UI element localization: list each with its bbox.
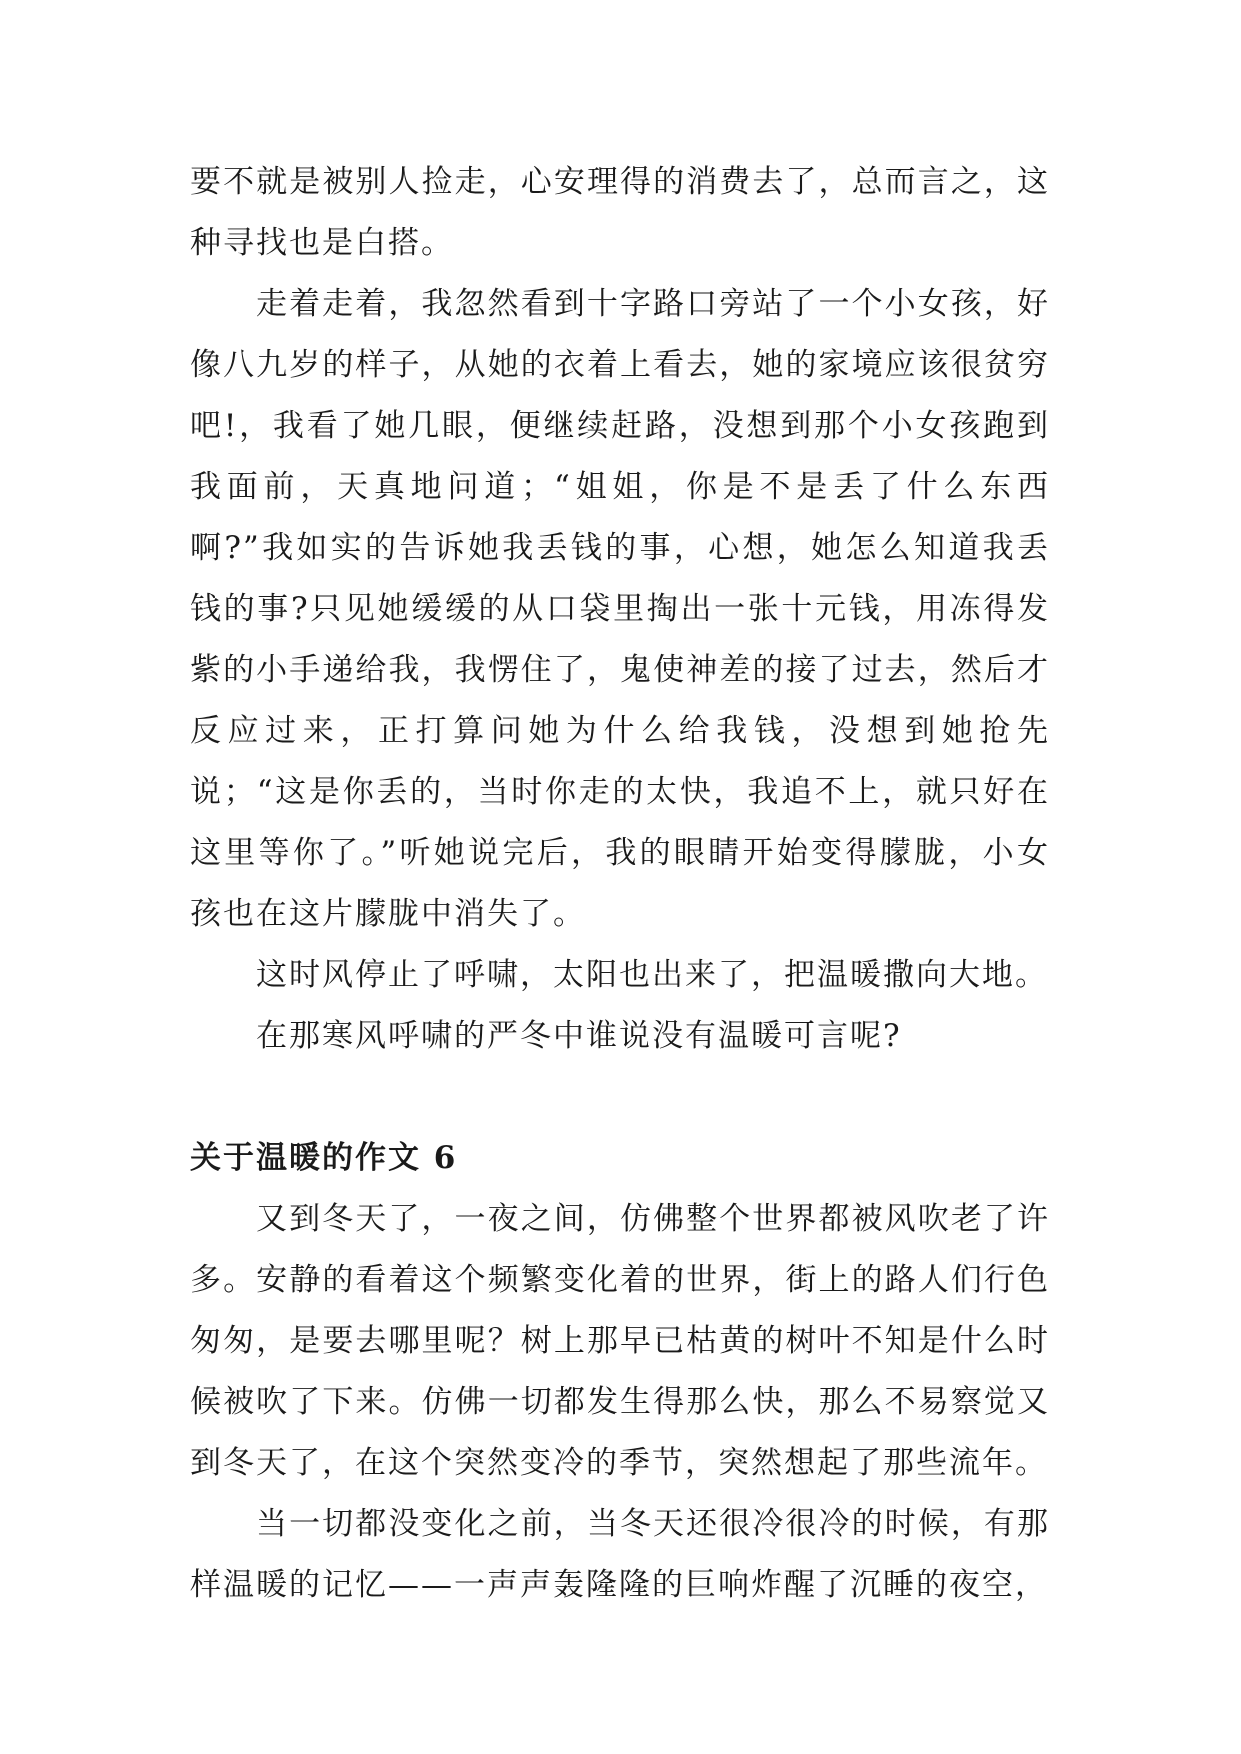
document-page: [190, 152, 1050, 1616]
paragraph-closing-question: 在那寒风呼啸的严冬中谁说没有温暖可言呢?: [256, 1018, 902, 1054]
paragraph-warm-memory: 当一切都没变化之前，当冬天还很冷很冷的时候，有那样温暖的记忆——一声声轰隆隆的巨响炸醒了沉睡的夜空，: [190, 1506, 1050, 1603]
paragraph-continuation: 要不就是被别人捡走，心安理得的消费去了，总而言之，这种寻找也是白搭。: [190, 164, 1050, 261]
paragraph-wind-stopped: 这时风停止了呼啸，太阳也出来了，把温暖撒向大地。: [256, 957, 1048, 993]
section-heading: 关于温暖的作文 6: [190, 1140, 458, 1176]
paragraph-little-girl: 走着走着，我忽然看到十字路口旁站了一个小女孩，好像八九岁的样子，从她的衣着上看去，她的家境应该很贫穷吧!，我看了她几眼，便继续赶路，没想到那个小女孩跑到我面前，天真地问道；“姐姐，你是不是丢了什么东西啊?”我如实的告诉她我丢钱的事，心想，她怎么知道我丢钱的事?只见她缓缓的从口袋里掏出一张十元钱，用冻得发紫的小手递给我，我愣住了，鬼使神差的接了过去，然后才反应过来，正打算问她为什么给我钱，没想到她抢先说；“这是你丢的，当时你走的太快，我追不上，就只好在这里等你了。”听她说完后，我的眼睛开始变得朦胧，小女孩也在这片朦胧中消失了。: [190, 286, 1050, 932]
paragraph-winter-again: 又到冬天了，一夜之间，仿佛整个世界都被风吹老了许多。安静的看着这个频繁变化着的世界，街上的路人们行色匆匆，是要去哪里呢？树上那早已枯黄的树叶不知是什么时候被吹了下来。仿佛一切都发生得那么快，那么不易察觉又到冬天了，在这个突然变冷的季节，突然想起了那些流年。: [190, 1201, 1050, 1481]
